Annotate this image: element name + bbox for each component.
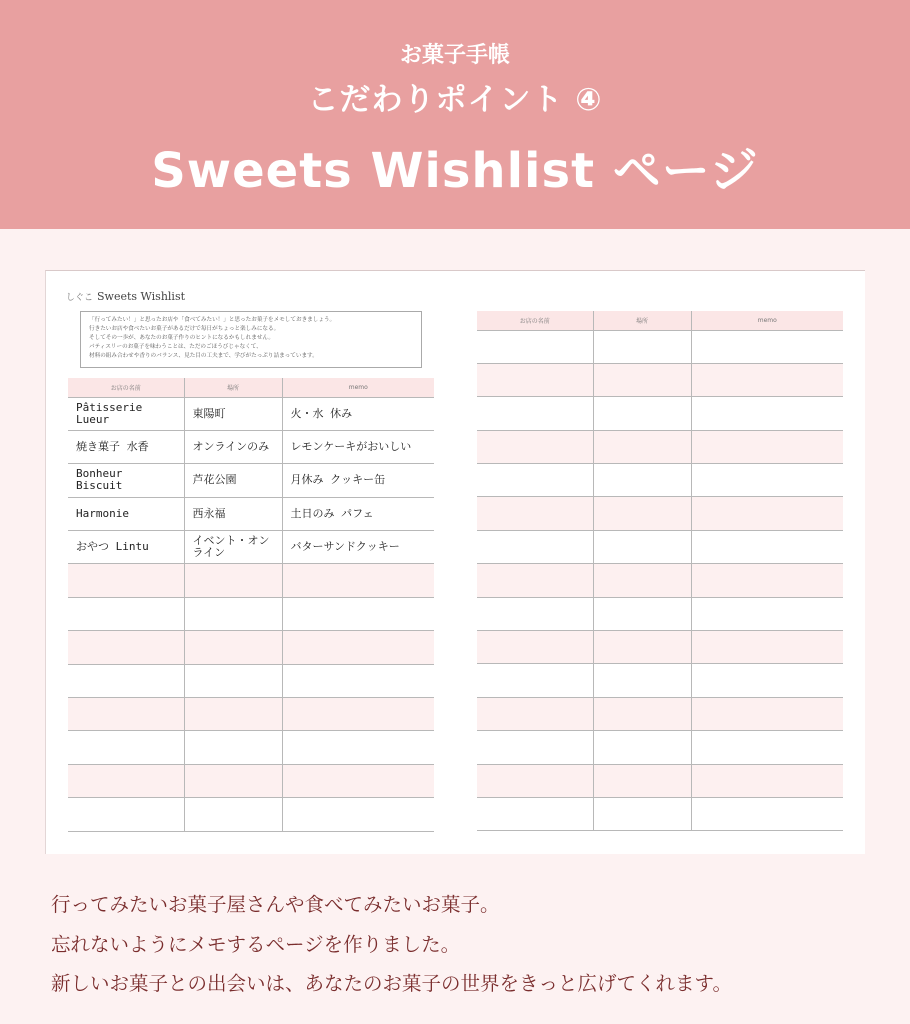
table-row [477,330,843,363]
shop-name-cell: 焼き菓子 水香 [68,430,184,463]
empty-cell [68,664,184,697]
table-row [68,397,434,430]
empty-cell [593,797,691,830]
table-row [477,597,843,630]
intro-line: 材料の組み合わせや香りのバランス、見た目の工夫まで、学びがたっぷり詰まっています。 [89,353,318,359]
empty-cell [691,731,843,764]
title-ornament: しぐこ [66,293,94,303]
empty-cell [477,497,593,530]
empty-cell [184,798,282,831]
empty-cell [68,731,184,764]
empty-cell [282,664,434,697]
empty-cell [593,564,691,597]
table-row [68,430,434,463]
memo-cell: バターサンドクッキー [282,531,434,564]
place-cell: 芦花公園 [184,464,282,497]
table-row [68,631,434,664]
caption-line-3: 新しいお菓子との出会いは、あなたのお菓子の世界をきっと広げてくれます。 [51,972,732,995]
intro-line: 行きたいお店や食べたいお菓子があるだけで毎日がちょっと楽しみになる。 [89,326,280,332]
column-header-place: 場所 [184,378,282,397]
table-row [68,564,434,597]
empty-cell [68,698,184,731]
place-cell: オンラインのみ [184,430,282,463]
empty-cell [477,731,593,764]
empty-cell [593,597,691,630]
column-header-name: お店の名前 [68,378,184,397]
table-row [68,664,434,697]
empty-cell [282,698,434,731]
empty-cell [477,530,593,563]
empty-cell [691,397,843,430]
empty-cell [593,397,691,430]
table-row [68,764,434,797]
empty-cell [68,564,184,597]
empty-cell [477,664,593,697]
table-row [68,798,434,831]
intro-line: パティスリーのお菓子を味わうことは、ただのごほうびじゃなくて、 [89,344,262,350]
empty-cell [691,631,843,664]
empty-cell [282,731,434,764]
caption-line-1: 行ってみたいお菓子屋さんや食べてみたいお菓子。 [51,893,500,916]
empty-cell [68,798,184,831]
memo-cell: 火・水 休み [282,397,434,430]
table-row [477,497,843,530]
table-header-row [477,311,843,330]
place-cell: 西永福 [184,497,282,530]
table-row [68,464,434,497]
empty-cell [282,631,434,664]
empty-cell [593,631,691,664]
column-header-memo: memo [282,378,434,397]
table-row [68,698,434,731]
empty-cell [477,464,593,497]
empty-cell [477,363,593,396]
wishlist-table-left [68,378,434,832]
column-header-name: お店の名前 [477,311,593,330]
table-row [477,664,843,697]
empty-cell [593,363,691,396]
table-row [68,597,434,630]
empty-cell [184,564,282,597]
place-cell: 東陽町 [184,397,282,430]
empty-cell [593,330,691,363]
empty-cell [691,797,843,830]
empty-cell [593,731,691,764]
table-header-row [68,378,434,397]
empty-cell [593,497,691,530]
table-row [477,631,843,664]
memo-cell: レモンケーキがおいしい [282,430,434,463]
table-row [477,530,843,563]
empty-cell [184,731,282,764]
header-title: Sweets Wishlist ページ [151,143,759,199]
caption-line-2: 忘れないようにメモするページを作りました。 [51,933,461,956]
table-row [477,464,843,497]
shop-name-cell: Harmonie [68,497,184,530]
empty-cell [691,664,843,697]
memo-cell: 土日のみ パフェ [282,497,434,530]
table-row [477,430,843,463]
empty-cell [691,530,843,563]
intro-line: 「行ってみたい！」と思ったお店や「食べてみたい！」と思ったお菓子をメモしておきましょう。 [89,317,336,323]
empty-cell [691,497,843,530]
empty-cell [691,464,843,497]
empty-cell [282,798,434,831]
table-row [477,797,843,830]
intro-line: そしてその一歩が、あなたのお菓子作りのヒントになるかもしれません。 [89,335,274,341]
empty-cell [477,430,593,463]
empty-cell [68,631,184,664]
empty-cell [68,597,184,630]
table-row [477,697,843,730]
page-title-text: Sweets Wishlist [97,290,186,303]
table-row [477,564,843,597]
empty-cell [593,697,691,730]
empty-cell [691,430,843,463]
page-title [66,290,185,303]
empty-cell [477,330,593,363]
empty-cell [184,631,282,664]
empty-cell [593,464,691,497]
column-header-memo: memo [691,311,843,330]
table-row [68,531,434,564]
table-row [477,764,843,797]
notebook-spread [45,270,865,854]
shop-name-cell: Bonheur Biscuit [68,464,184,497]
empty-cell [184,597,282,630]
empty-cell [477,597,593,630]
shop-name-cell: Pâtisserie Lueur [68,397,184,430]
table-row [477,731,843,764]
empty-cell [477,564,593,597]
empty-cell [691,764,843,797]
empty-cell [691,597,843,630]
table-row [477,363,843,396]
empty-cell [477,797,593,830]
place-cell: イベント・オンライン [184,531,282,564]
empty-cell [691,697,843,730]
column-header-place: 場所 [593,311,691,330]
shop-name-cell: おやつ Lintu [68,531,184,564]
empty-cell [184,764,282,797]
memo-cell: 月休み クッキー缶 [282,464,434,497]
intro-box [80,311,422,368]
empty-cell [593,764,691,797]
empty-cell [691,564,843,597]
table-row [477,397,843,430]
empty-cell [184,698,282,731]
table-row [68,731,434,764]
wishlist-table-right [477,311,843,831]
empty-cell [593,664,691,697]
empty-cell [691,330,843,363]
empty-cell [282,764,434,797]
empty-cell [477,631,593,664]
header-banner [0,0,910,229]
empty-cell [282,597,434,630]
header-subtitle: お菓子手帳 [399,43,510,68]
empty-cell [68,764,184,797]
header-point-label: こだわりポイント ④ [307,82,603,118]
empty-cell [593,430,691,463]
empty-cell [282,564,434,597]
table-row [68,497,434,530]
empty-cell [593,530,691,563]
empty-cell [477,697,593,730]
empty-cell [477,397,593,430]
empty-cell [691,363,843,396]
empty-cell [184,664,282,697]
empty-cell [477,764,593,797]
